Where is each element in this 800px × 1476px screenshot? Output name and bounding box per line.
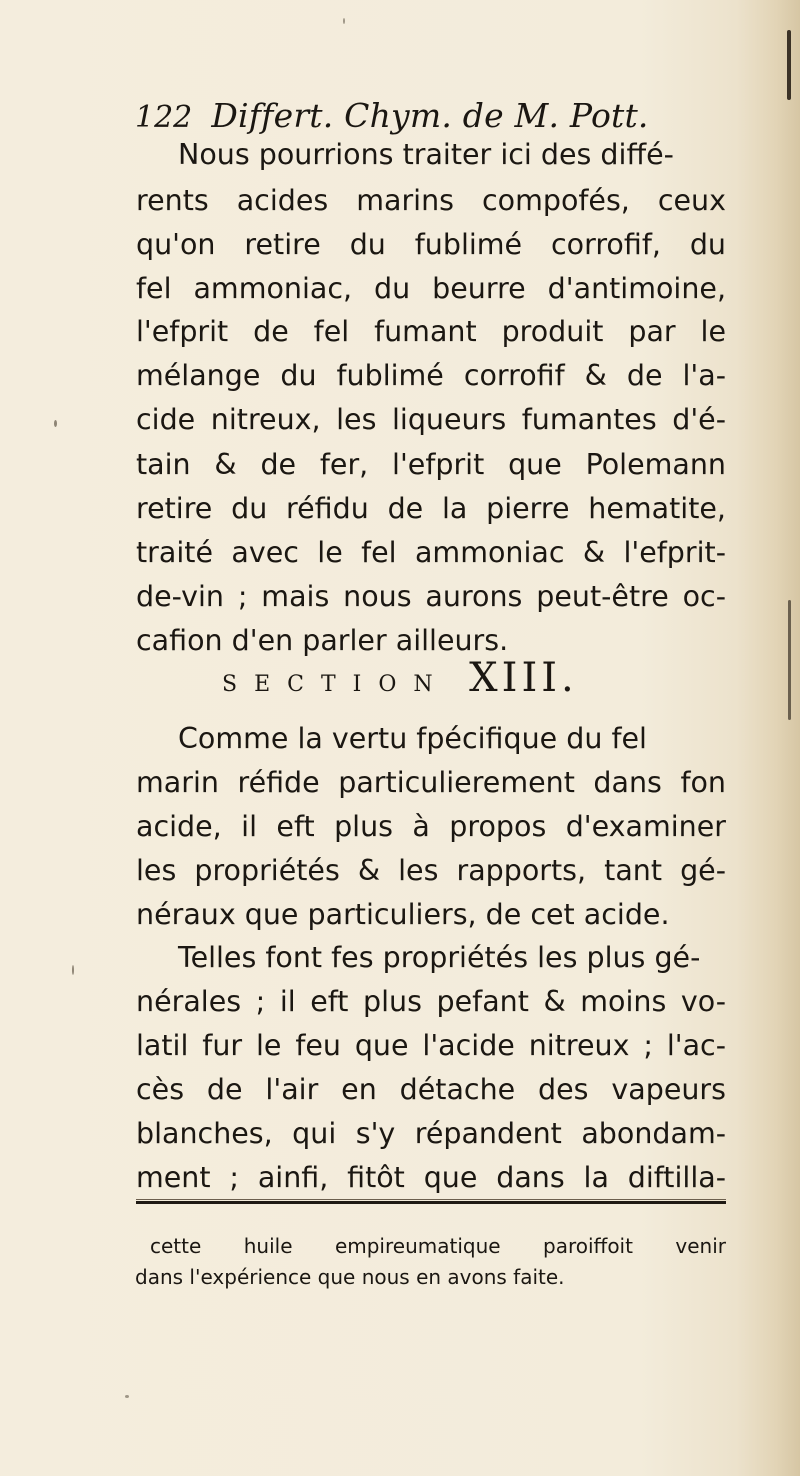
paragraph-1-line: traité avec le fel ammoniac & l'efprit- [136,536,726,569]
paragraph-1-line: l'efprit de fel fumant produit par le [136,315,726,348]
paragraph-1-line: qu'on retire du fublimé corrofif, du [136,228,726,261]
paragraph-1-line: fel ammoniac, du beurre d'antimoine, [136,272,726,305]
footnote-rule-thin [136,1199,726,1200]
paper-speck [72,965,74,975]
paragraph-3-line: cès de l'air en détache des vapeurs [136,1073,726,1106]
paragraph-3-line: blanches, qui s'y répandent abondam- [136,1117,726,1150]
page-edge-mark [787,30,791,100]
paragraph-1-line: cide nitreux, les liqueurs fumantes d'é- [136,403,726,436]
paragraph-2-line: néraux que particuliers, de cet acide. [136,898,670,931]
paragraph-3-line: Telles font fes propriétés les plus gé- [178,941,701,974]
paragraph-1-line: Nous pourrions traiter ici des diffé- [178,138,674,171]
paragraph-1-line: retire du réfidu de la pierre hematite, [136,492,726,525]
paragraph-1-line: rents acides marins compofés, ceux [136,184,726,217]
paragraph-1-line: mélange du fublimé corrofif & de l'a- [136,359,726,392]
paragraph-2-line: acide, il eft plus à propos d'examiner [136,810,726,843]
footnote-rule [136,1201,726,1204]
running-head-title: Differt. Chym. de M. Pott. [211,96,649,135]
page-number: 122 [135,100,193,135]
footnote-line: cette huile empireumatique paroiffoit venir [150,1234,726,1258]
paragraph-1-line: tain & de fer, l'efprit que Polemann [136,448,726,481]
paragraph-2-line: les propriétés & les rapports, tant gé- [136,854,726,887]
paragraph-2-line: Comme la vertu fpécifique du fel [178,722,647,755]
paragraph-1-line: de-vin ; mais nous aurons peut-être oc- [136,580,726,613]
page-edge-mark [788,600,791,720]
paper-speck [54,420,57,427]
paragraph-3-line: ment ; ainfi, fitôt que dans la diftilla- [136,1161,726,1194]
section-heading [222,650,682,713]
section-heading-numeral: XIII. [469,655,578,701]
paper-speck [125,1395,129,1398]
paper-speck [343,18,345,24]
footnote-line: dans l'expérience que nous en avons faite. [135,1265,565,1289]
paragraph-3-line: nérales ; il eft plus pefant & moins vo- [136,985,726,1018]
section-heading-word: SECTION [222,672,450,697]
paragraph-2-line: marin réfide particulierement dans fon [136,766,726,799]
paragraph-1-line: cafion d'en parler ailleurs. [136,624,509,657]
paragraph-3-line: latil fur le feu que l'acide nitreux ; l'ac- [136,1029,726,1062]
